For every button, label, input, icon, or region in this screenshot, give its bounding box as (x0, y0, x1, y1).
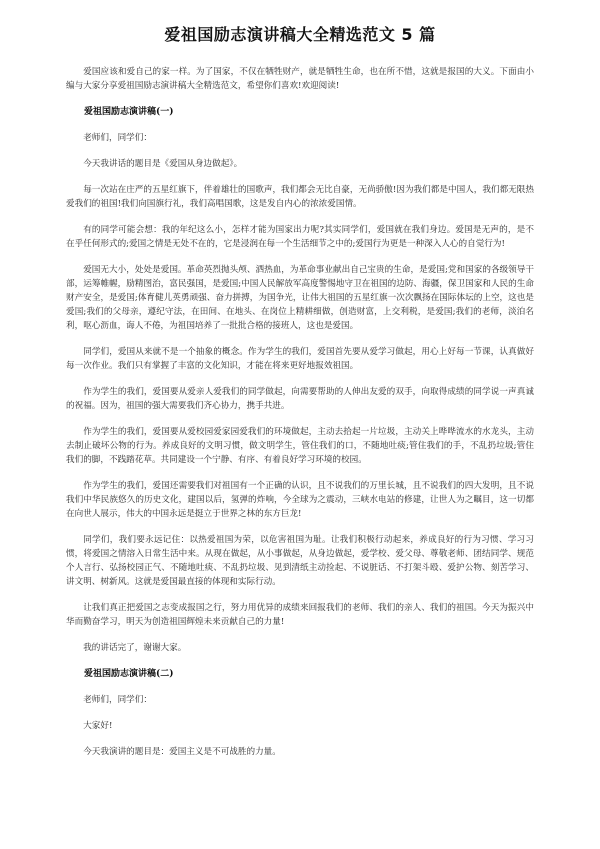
body-paragraph: 同学们，我们要永远记住：以热爱祖国为荣，以危害祖国为耻。让我们积极行动起来，养成良好的行为习惯、学习习惯，将爱国之情溶入日常生活中来。从现在做起，从小事做起，从身边做起，爱学校、爱父母、尊敬老师、团结同学、规范个人言行、弘扬校园正气、不随地吐痰、不乱扔垃圾、见到清纸主动捡起、不说脏话、不打架斗殴、爱护公物、刻苦学习、讲文明、树新风。这就是爱国最直接的体现和实际行动。 (66, 535, 534, 587)
spacer (66, 211, 534, 223)
body-paragraph: 让我们真正把爱国之志变成报国之行，努力用优异的成绩来回报我们的老师、我们的亲人、我们的祖国。今天为振兴中华而勤奋学习，明天为创造祖国辉煌未来贡献自己的力量! (66, 603, 534, 627)
body-paragraph: 有的同学可能会想：我的年纪这么小，怎样才能为国家出力呢?其实同学们，爱国就在我们身边。爱国是无声的，是不在乎任何形式的;爱国之情是无处不在的，它是浸润在每一个生活细节之中的;爱国行为更是一种深入人心的自觉行为! (66, 225, 534, 249)
section-heading-1: 爱祖国励志演讲稿(一) (84, 107, 174, 117)
spacer (66, 171, 534, 183)
spacer (66, 629, 534, 641)
closing-paragraph: 我的讲话完了，谢谢大家。 (83, 643, 187, 653)
spacer (66, 333, 534, 345)
spacer (66, 373, 534, 385)
salutation-2: 老师们，同学们： (83, 695, 152, 705)
body-paragraph: 今天我演讲的题目是：爱国主义是不可战胜的力量。 (83, 747, 281, 757)
body-paragraph: 今天我讲话的题目是《爱国从身边做起》。 (83, 159, 243, 169)
spacer (66, 681, 534, 693)
spacer (66, 93, 534, 105)
body-paragraph: 同学们，爱国从来就不是一个抽象的概念。作为学生的我们，爱国首先要从爱学习做起，用心上好每一节课，认真做好每一次作业。我们只有掌握了丰富的文化知识，才能在将来更好地报效祖国。 (66, 347, 534, 371)
spacer (66, 145, 534, 157)
section-heading-2: 爱祖国励志演讲稿(二) (84, 669, 174, 679)
spacer (66, 119, 534, 131)
spacer (66, 589, 534, 601)
body-paragraph: 作为学生的我们，爱国还需要我们对祖国有一个正确的认识，且不说我们的万里长城，且不说我们的四大发明，且不说我们中华民族悠久的历史文化，建国以后，氢弹的炸响，今全球为之震动，三峡水电站的修建，让世人为之瞩目，这一切都在向世人展示，伟大的中国永远是挺立于世界之林的东方巨龙! (66, 481, 534, 519)
spacer (66, 251, 534, 263)
body-paragraph: 每一次站在庄严的五星红旗下，伴着雄壮的国歌声，我们都会无比自豪，无尚骄傲!因为我们都是中国人，我们都无限热爱我们的祖国!我们向国旗行礼，我们高唱国歌，这是发自内心的浓浓爱国情。 (66, 185, 534, 209)
spacer (66, 467, 534, 479)
body-paragraph: 爱国无大小，处处是爱国。革命英烈抛头颅、洒热血，为革命事业献出自己宝贵的生命，是爱国;党和国家的各级领导干部，运筹帷幄，励精图治，富民强国，是爱国;中国人民解放军高度警惕地守卫在祖国的边防、海疆，保卫国家和人民的生命财产安全，是爱国;体育健儿英勇顽强、奋力拼搏，为国争光，让伟大祖国的五星红旗一次次飘扬在国际体坛的上空，这也是爱国;我们的父母亲，遵纪守法，在田间、在地头、在岗位上精耕细做，创造财富，上交利税，是爱国;我们的老师，淡泊名利，呕心沥血，诲人不倦，为祖国培养了一批批合格的接班人，这也是爱国。 (66, 265, 534, 331)
body-paragraph: 作为学生的我们，爱国要从爱亲人爱我们的同学做起，向需要帮助的人伸出友爱的双手，向取得成绩的同学说一声真诚的祝福。因为，祖国的强大需要我们齐心协力，携手共进。 (66, 387, 534, 411)
body-paragraph: 作为学生的我们，爱国要从爱校园爱家园爱我们的环境做起，主动去拾起一片垃圾，主动关上哗哗流水的水龙头，主动去制止破坏公物的行为。养成良好的文明习惯，做文明学生，管住我们的口，不随地吐痰;管住我们的手，不乱扔垃圾;管住我们的脚，不践踏花草。共同建设一个宁静、有序、有着良好学习环境的校园。 (66, 427, 534, 465)
spacer (66, 413, 534, 425)
greeting: 大家好! (83, 721, 113, 731)
spacer (66, 655, 534, 667)
salutation-1: 老师们，同学们： (83, 133, 152, 143)
spacer (66, 733, 534, 745)
spacer (66, 521, 534, 533)
document-title: 爱祖国励志演讲稿大全精选范文 5 篇 (164, 25, 436, 44)
spacer (66, 707, 534, 719)
intro-paragraph: 爱国应该和爱自己的家一样。为了国家，不仅在牺牲财产，就是牺牲生命，也在所不惜，这就是报国的大义。下面由小编与大家分享爱祖国励志演讲稿大全精选范文，希望你们喜欢!欢迎阅读! (66, 67, 534, 91)
